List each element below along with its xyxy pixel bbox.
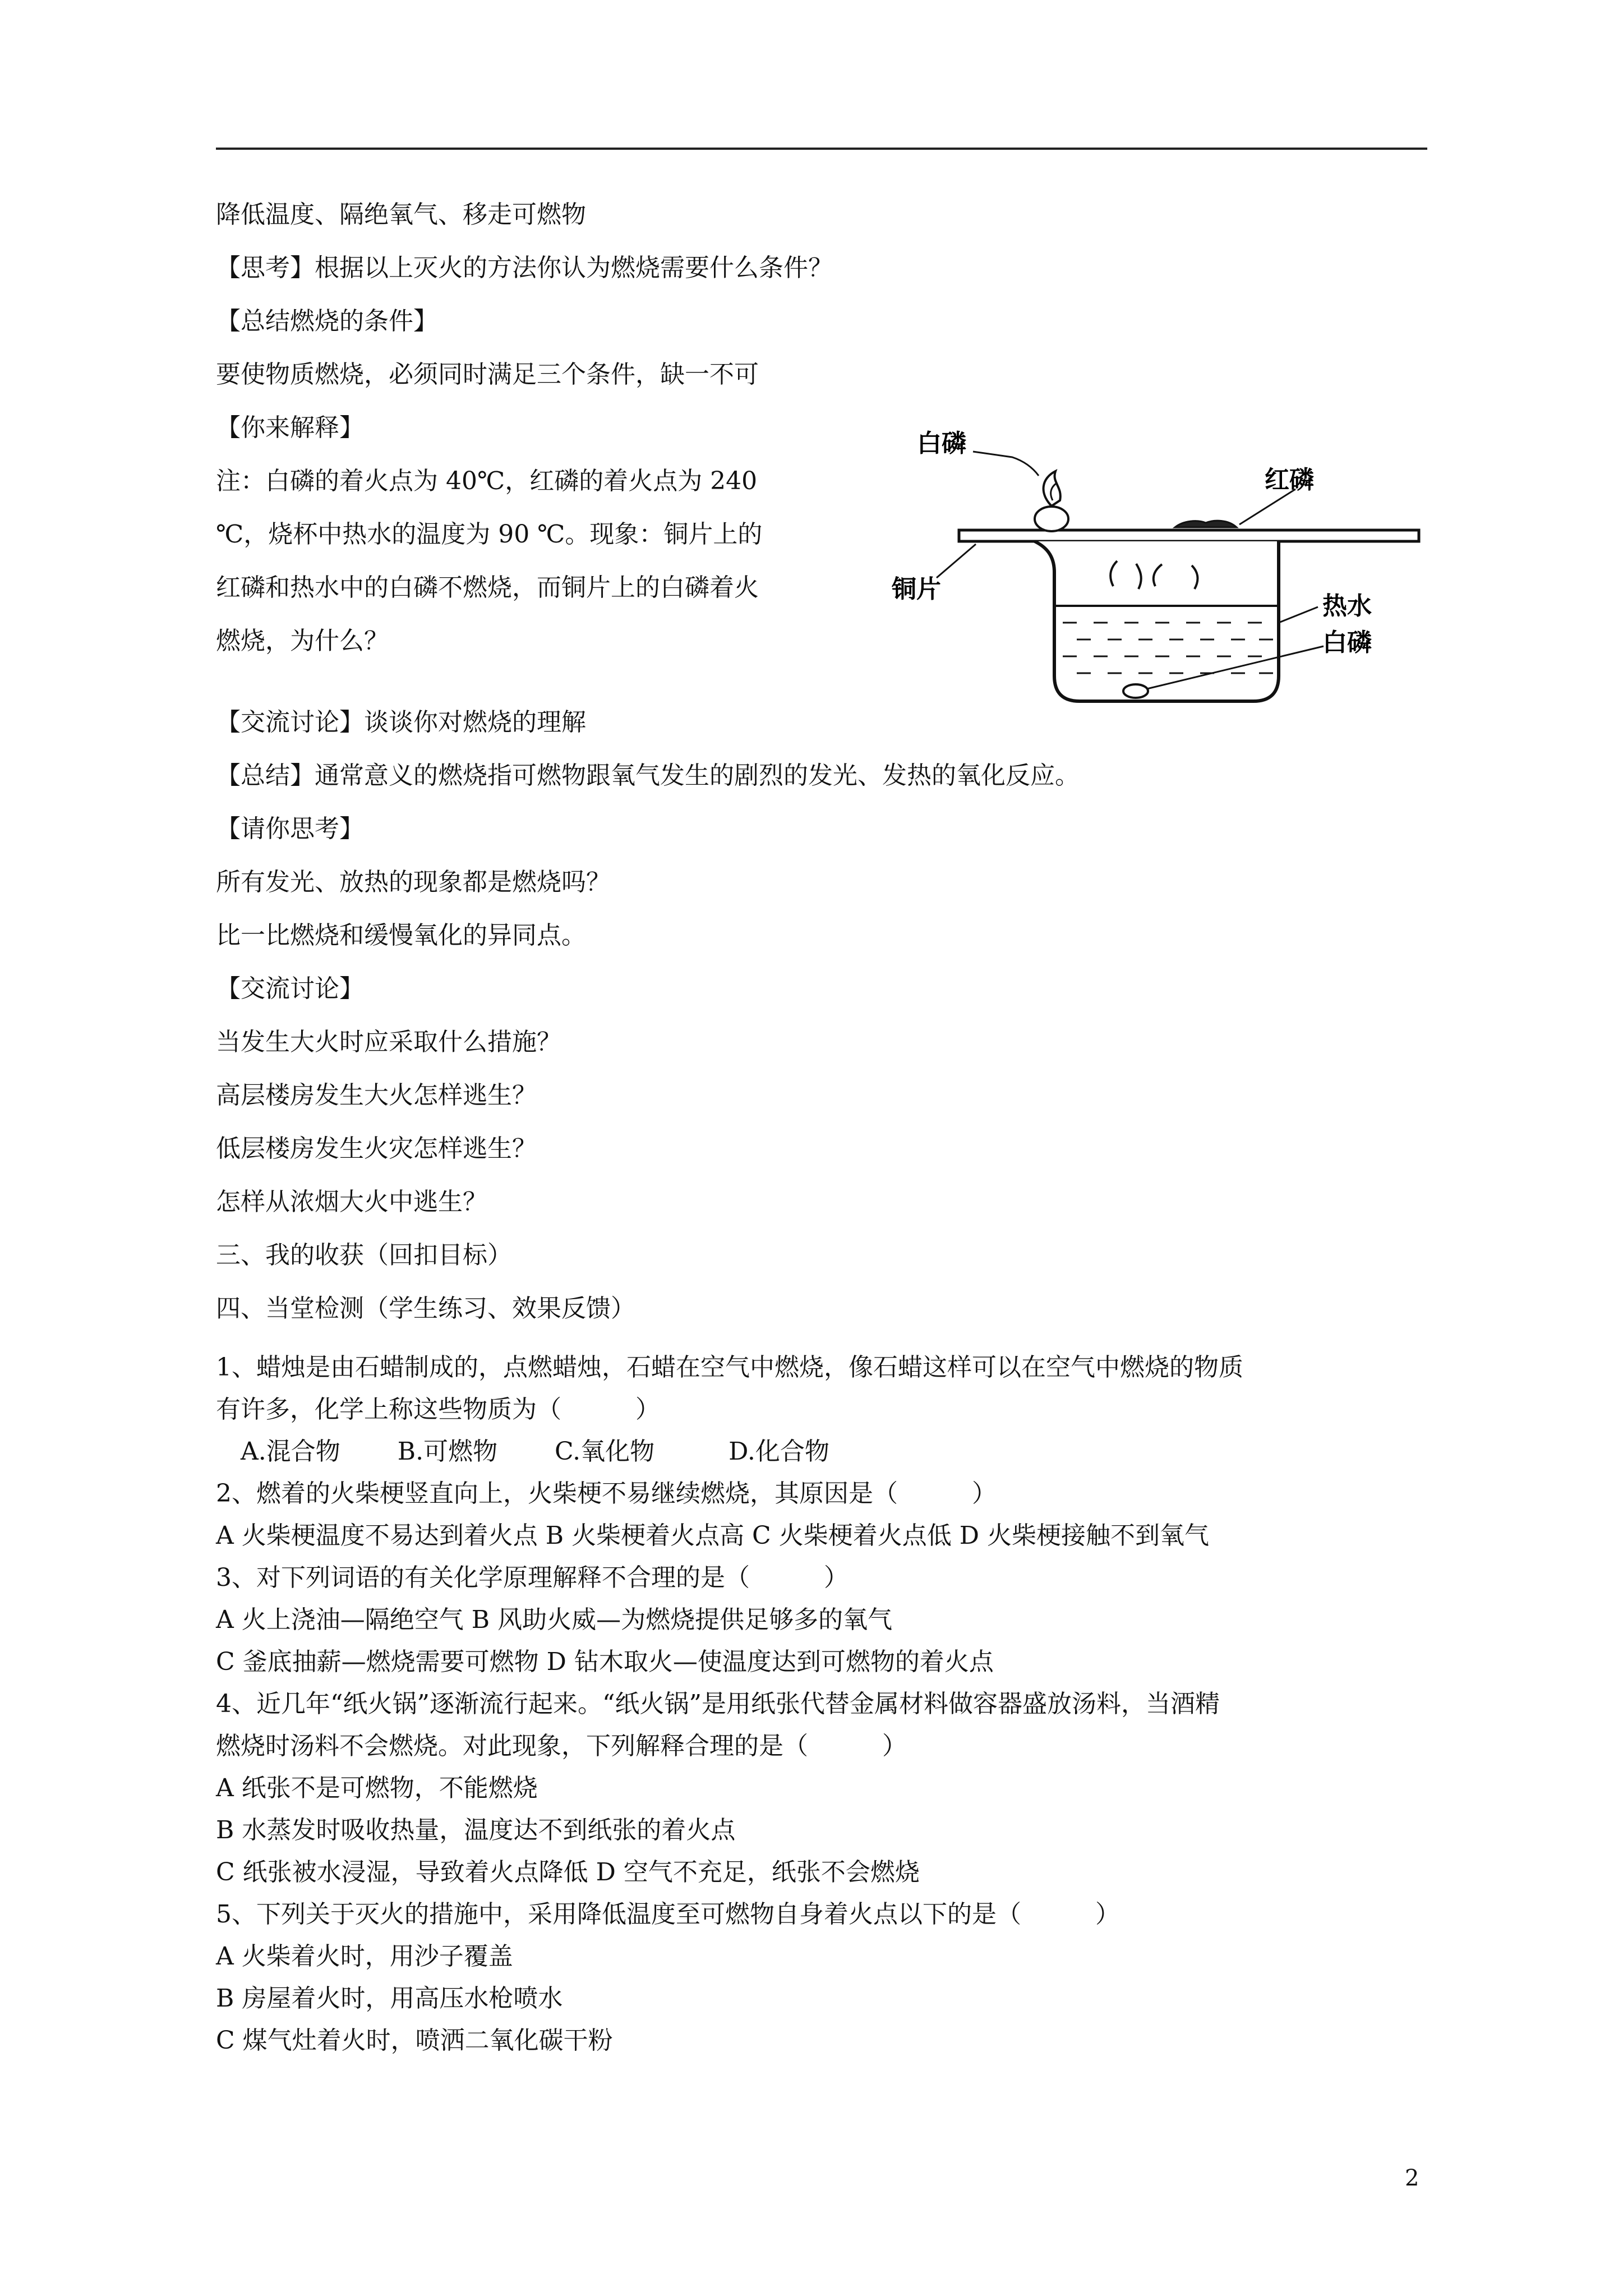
section-heading: 三、我的收获（回扣目标） [216, 1241, 512, 1269]
label-white-phosphorus-bottom: 白磷 [1322, 628, 1372, 657]
exercise-options: B 房屋着火时，用高压水枪喷水 [216, 1984, 563, 2013]
text-line: 【交流讨论】 [216, 974, 364, 1003]
text-line: 【思考】根据以上灭火的方法你认为燃烧需要什么条件？ [216, 254, 833, 282]
explain-line: 红磷和热水中的白磷不燃烧，而铜片上的白磷着火 [216, 573, 759, 602]
text-line: 要使物质燃烧，必须同时满足三个条件，缺一不可 [216, 360, 759, 389]
label-hot-water: 热水 [1322, 592, 1372, 620]
exercise-options: A.混合物 B.可燃物 C.氧化物 D.化合物 [216, 1437, 829, 1466]
text-line: 比一比燃烧和缓慢氧化的异同点。 [216, 921, 586, 950]
text-line: 【总结燃烧的条件】 [216, 307, 438, 335]
red-phosphorus [1175, 521, 1237, 527]
exercise-options: C 煤气灶着火时，喷洒二氧化碳干粉 [216, 2026, 613, 2055]
label-white-phosphorus-top: 白磷 [917, 429, 966, 458]
white-phosphorus-bottom [1123, 684, 1148, 698]
text-line: 怎样从浓烟大火中逃生？ [216, 1188, 487, 1216]
exercise-options: C 釜底抽薪—燃烧需要可燃物 D 钻木取火—使温度达到可燃物的着火点 [216, 1648, 994, 1676]
exercise-options: A 火上浇油—隔绝空气 B 风助火威—为燃烧提供足够多的氧气 [216, 1605, 893, 1634]
phosphorus-experiment-figure [892, 426, 1424, 718]
section-heading: 四、当堂检测（学生练习、效果反馈） [216, 1294, 635, 1323]
exercise-options: B 水蒸发时吸收热量，温度达不到纸张的着火点 [216, 1816, 736, 1844]
header-rule [216, 148, 1427, 150]
exercise-line: 2、燃着的火柴梗竖直向上，火柴梗不易继续燃烧，其原因是（ ） [216, 1479, 997, 1508]
leader-line-red [1239, 489, 1295, 524]
exercise-options: A 纸张不是可燃物，不能燃烧 [216, 1774, 538, 1802]
page-number: 2 [1405, 2165, 1419, 2191]
exercise-options: A 火柴着火时，用沙子覆盖 [216, 1942, 513, 1971]
text-line: 降低温度、隔绝氧气、移走可燃物 [216, 200, 586, 229]
exercise-line: 3、对下列词语的有关化学原理解释不合理的是（ ） [216, 1563, 849, 1592]
exercise-line: 4、近几年“纸火锅”逐渐流行起来。“纸火锅”是用纸张代替金属材料做容器盛放汤料，当酒精 [216, 1690, 1220, 1718]
white-phosphorus-top [1035, 507, 1068, 531]
copper-plate [959, 530, 1419, 541]
text-line: 【请你思考】 [216, 815, 364, 843]
explain-line: 注：白磷的着火点为 40℃，红磷的着火点为 240 [216, 467, 758, 495]
exercise-options: A 火柴梗温度不易达到着火点 B 火柴梗着火点高 C 火柴梗着火点低 D 火柴梗接触不到氧气 [216, 1521, 1209, 1550]
exercise-line: 1、蜡烛是由石蜡制成的，点燃蜡烛，石蜡在空气中燃烧，像石蜡这样可以在空气中燃烧的物质 [216, 1353, 1243, 1382]
exercise-line: 燃烧时汤料不会燃烧。对此现象，下列解释合理的是（ ） [216, 1732, 907, 1760]
leader-line-water [1279, 607, 1318, 623]
exercise-line: 5、下列关于灭火的措施中，采用降低温度至可燃物自身着火点以下的是（ ） [216, 1900, 1120, 1929]
explain-line: ℃，烧杯中热水的温度为 90 ℃。现象：铜片上的 [216, 520, 763, 549]
text-line: 高层楼房发生大火怎样逃生？ [216, 1081, 537, 1110]
leader-line-white-top [973, 452, 1039, 476]
text-line: 当发生大火时应采取什么措施？ [216, 1028, 561, 1056]
text-line: 【你来解释】 [216, 413, 364, 442]
explain-line: 燃烧，为什么？ [216, 627, 389, 655]
text-line: 【总结】通常意义的燃烧指可燃物跟氧气发生的剧烈的发光、发热的氧化反应。 [216, 761, 1080, 790]
leader-line-copper [937, 544, 976, 578]
beaker [1035, 541, 1279, 701]
label-red-phosphorus: 红磷 [1265, 466, 1314, 494]
label-copper: 铜片 [892, 575, 941, 604]
exercise-options: C 纸张被水浸湿，导致着火点降低 D 空气不充足，纸张不会燃烧 [216, 1858, 920, 1887]
text-line: 低层楼房发生火灾怎样逃生？ [216, 1134, 537, 1163]
exercise-line: 有许多，化学上称这些物质为（ ） [216, 1395, 660, 1424]
text-line: 【交流讨论】谈谈你对燃烧的理解 [216, 708, 586, 737]
text-line: 所有发光、放热的现象都是燃烧吗？ [216, 868, 611, 896]
